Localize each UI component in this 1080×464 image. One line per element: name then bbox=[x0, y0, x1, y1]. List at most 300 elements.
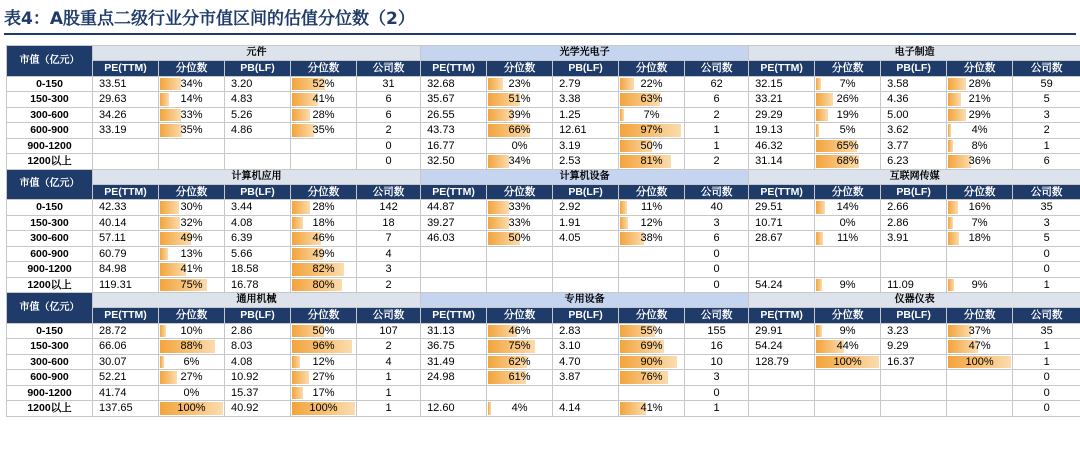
company-count: 7 bbox=[357, 231, 421, 247]
pb-lf-value: 3.87 bbox=[553, 370, 619, 386]
pe-ttm-value: 33.51 bbox=[93, 76, 159, 92]
company-count: 16 bbox=[685, 339, 749, 355]
percentile-cell bbox=[947, 246, 1013, 262]
pb-lf-value: 5.66 bbox=[225, 246, 291, 262]
column-header: PB(LF) bbox=[225, 61, 291, 77]
table-row bbox=[7, 246, 1080, 262]
percentile-cell bbox=[291, 231, 357, 247]
column-header: 公司数 bbox=[685, 61, 749, 77]
pe-ttm-value bbox=[749, 401, 815, 417]
pb-lf-value: 3.20 bbox=[225, 76, 291, 92]
pb-lf-value bbox=[225, 138, 291, 154]
percentile-cell bbox=[291, 92, 357, 108]
percentile-value: 12% bbox=[312, 355, 335, 368]
percentile-cell bbox=[487, 123, 553, 139]
percentile-value: 76% bbox=[640, 371, 663, 384]
percentile-value: 11% bbox=[640, 201, 663, 214]
percentile-cell bbox=[947, 107, 1013, 123]
table-row bbox=[7, 262, 1080, 278]
pe-ttm-value: 137.65 bbox=[93, 401, 159, 417]
pe-ttm-value: 33.19 bbox=[93, 123, 159, 139]
percentile-value: 100% bbox=[833, 355, 862, 368]
column-header: PE(TTM) bbox=[421, 184, 487, 200]
column-header: 分位数 bbox=[487, 61, 553, 77]
percentile-cell bbox=[619, 231, 685, 247]
company-count: 0 bbox=[1013, 385, 1080, 401]
pb-lf-value bbox=[881, 262, 947, 278]
pe-ttm-value: 60.79 bbox=[93, 246, 159, 262]
percentile-value: 81% bbox=[640, 155, 663, 168]
market-cap-header: 市值（亿元） bbox=[7, 46, 93, 77]
pe-ttm-value: 29.29 bbox=[749, 107, 815, 123]
table-row bbox=[7, 154, 1080, 170]
company-count: 3 bbox=[1013, 107, 1080, 123]
column-header: PE(TTM) bbox=[421, 61, 487, 77]
percentile-value: 63% bbox=[640, 93, 663, 106]
pb-lf-value: 10.92 bbox=[225, 370, 291, 386]
column-header-row bbox=[7, 61, 1080, 77]
percentile-value: 30% bbox=[180, 201, 203, 214]
pb-lf-value: 18.58 bbox=[225, 262, 291, 278]
percentile-cell bbox=[291, 323, 357, 339]
company-count: 10 bbox=[685, 354, 749, 370]
pb-lf-value bbox=[553, 246, 619, 262]
column-header: 分位数 bbox=[619, 184, 685, 200]
column-header: 公司数 bbox=[1013, 184, 1080, 200]
percentile-value: 14% bbox=[836, 201, 859, 214]
company-count: 0 bbox=[685, 277, 749, 293]
percentile-value: 5% bbox=[839, 124, 856, 137]
percentile-value: 7% bbox=[839, 77, 856, 90]
market-cap-header: 市值（亿元） bbox=[7, 169, 93, 200]
percentile-value: 8% bbox=[971, 139, 988, 152]
percentile-cell bbox=[159, 154, 225, 170]
percentile-cell bbox=[619, 323, 685, 339]
percentile-value: 46% bbox=[312, 232, 335, 245]
percentile-cell bbox=[815, 215, 881, 231]
percentile-value: 12% bbox=[640, 216, 663, 229]
column-header: 分位数 bbox=[815, 61, 881, 77]
table-row bbox=[7, 277, 1080, 293]
pe-ttm-value: 46.03 bbox=[421, 231, 487, 247]
table-row bbox=[7, 200, 1080, 216]
pe-ttm-value: 84.98 bbox=[93, 262, 159, 278]
percentile-cell bbox=[487, 385, 553, 401]
percentile-cell bbox=[947, 370, 1013, 386]
company-count: 6 bbox=[357, 107, 421, 123]
percentile-cell bbox=[947, 354, 1013, 370]
percentile-cell bbox=[291, 138, 357, 154]
percentile-value: 61% bbox=[508, 371, 531, 384]
percentile-cell bbox=[947, 138, 1013, 154]
percentile-cell bbox=[159, 200, 225, 216]
percentile-value: 9% bbox=[971, 278, 988, 291]
percentile-cell bbox=[619, 370, 685, 386]
market-cap-range: 1200以上 bbox=[7, 154, 93, 170]
pe-ttm-value: 57.11 bbox=[93, 231, 159, 247]
percentile-value: 11% bbox=[837, 232, 859, 245]
column-header: 公司数 bbox=[685, 184, 749, 200]
pb-lf-value: 6.23 bbox=[881, 154, 947, 170]
company-count: 35 bbox=[1013, 200, 1080, 216]
table-row bbox=[7, 107, 1080, 123]
pb-lf-value: 2.92 bbox=[553, 200, 619, 216]
percentile-cell bbox=[487, 401, 553, 417]
percentile-value: 26% bbox=[836, 93, 859, 106]
pe-ttm-value: 31.49 bbox=[421, 354, 487, 370]
percentile-cell bbox=[815, 354, 881, 370]
market-cap-range: 300-600 bbox=[7, 107, 93, 123]
percentile-value: 66% bbox=[508, 124, 531, 137]
pe-ttm-value bbox=[421, 385, 487, 401]
industry-group-title: 光学光电子 bbox=[421, 46, 749, 61]
company-count: 5 bbox=[1013, 92, 1080, 108]
company-count: 2 bbox=[1013, 123, 1080, 139]
industry-group-title: 计算机设备 bbox=[421, 169, 749, 184]
percentile-value: 100% bbox=[177, 402, 206, 415]
percentile-value: 37% bbox=[968, 324, 991, 337]
market-cap-range: 150-300 bbox=[7, 339, 93, 355]
percentile-value: 28% bbox=[968, 77, 991, 90]
pe-ttm-value bbox=[749, 246, 815, 262]
pb-lf-value: 8.03 bbox=[225, 339, 291, 355]
company-count: 6 bbox=[685, 92, 749, 108]
company-count: 5 bbox=[1013, 231, 1080, 247]
company-count: 1 bbox=[685, 401, 749, 417]
percentile-cell bbox=[947, 123, 1013, 139]
company-count: 155 bbox=[685, 323, 749, 339]
pb-lf-value: 4.08 bbox=[225, 215, 291, 231]
page-title: 表4：A股重点二级行业分市值区间的估值分位数（2） bbox=[4, 9, 415, 29]
percentile-value: 75% bbox=[180, 278, 203, 291]
column-header: 分位数 bbox=[487, 184, 553, 200]
industry-group-title: 电子制造 bbox=[749, 46, 1080, 61]
pb-lf-value: 4.14 bbox=[553, 401, 619, 417]
percentile-cell bbox=[815, 370, 881, 386]
pe-ttm-value: 30.07 bbox=[93, 354, 159, 370]
market-cap-range: 600-900 bbox=[7, 370, 93, 386]
pb-lf-value: 1.91 bbox=[553, 215, 619, 231]
percentile-value: 80% bbox=[312, 278, 335, 291]
percentile-cell bbox=[159, 354, 225, 370]
percentile-value: 46% bbox=[508, 324, 531, 337]
pe-ttm-value: 34.26 bbox=[93, 107, 159, 123]
column-header: PB(LF) bbox=[225, 184, 291, 200]
percentile-value: 52% bbox=[312, 77, 335, 90]
percentile-cell bbox=[815, 323, 881, 339]
pe-ttm-value: 44.87 bbox=[421, 200, 487, 216]
title-divider bbox=[4, 33, 1076, 35]
column-header: 分位数 bbox=[159, 61, 225, 77]
percentile-cell bbox=[291, 215, 357, 231]
percentile-value: 18% bbox=[312, 216, 335, 229]
percentile-cell bbox=[159, 215, 225, 231]
group-title-row bbox=[7, 293, 1080, 308]
table-row bbox=[7, 76, 1080, 92]
percentile-value: 44% bbox=[836, 340, 859, 353]
column-header: PE(TTM) bbox=[93, 61, 159, 77]
percentile-cell bbox=[815, 231, 881, 247]
pb-lf-value: 1.25 bbox=[553, 107, 619, 123]
percentile-cell bbox=[291, 262, 357, 278]
percentile-value: 90% bbox=[640, 355, 663, 368]
percentile-cell bbox=[291, 370, 357, 386]
pb-lf-value: 2.53 bbox=[553, 154, 619, 170]
percentile-value: 69% bbox=[640, 340, 663, 353]
market-cap-range: 300-600 bbox=[7, 354, 93, 370]
percentile-value: 49% bbox=[180, 232, 203, 245]
percentile-value: 62% bbox=[508, 355, 531, 368]
column-header: 公司数 bbox=[357, 61, 421, 77]
company-count: 1 bbox=[685, 138, 749, 154]
pb-lf-value: 4.36 bbox=[881, 92, 947, 108]
industry-group-title: 互联网传媒 bbox=[749, 169, 1080, 184]
column-header: 分位数 bbox=[291, 184, 357, 200]
pb-lf-value bbox=[553, 277, 619, 293]
percentile-cell bbox=[815, 246, 881, 262]
percentile-cell bbox=[487, 246, 553, 262]
percentile-cell bbox=[487, 262, 553, 278]
pe-ttm-value: 66.06 bbox=[93, 339, 159, 355]
column-header: 公司数 bbox=[1013, 308, 1080, 324]
pb-lf-value: 3.38 bbox=[553, 92, 619, 108]
percentile-value: 51% bbox=[508, 93, 531, 106]
percentile-value: 100% bbox=[309, 402, 338, 415]
pe-ttm-value bbox=[93, 138, 159, 154]
percentile-value: 50% bbox=[508, 232, 531, 245]
column-header: PB(LF) bbox=[225, 308, 291, 324]
table-row bbox=[7, 138, 1080, 154]
column-header: PE(TTM) bbox=[749, 184, 815, 200]
pe-ttm-value: 10.71 bbox=[749, 215, 815, 231]
company-count: 0 bbox=[685, 262, 749, 278]
percentile-cell bbox=[487, 154, 553, 170]
company-count: 6 bbox=[357, 92, 421, 108]
percentile-value: 41% bbox=[640, 402, 663, 415]
pb-lf-value bbox=[881, 385, 947, 401]
company-count: 0 bbox=[1013, 262, 1080, 278]
percentile-cell bbox=[947, 339, 1013, 355]
pe-ttm-value: 32.68 bbox=[421, 76, 487, 92]
company-count: 2 bbox=[685, 154, 749, 170]
percentile-value: 50% bbox=[640, 139, 663, 152]
table-row bbox=[7, 339, 1080, 355]
percentile-cell bbox=[619, 246, 685, 262]
pe-ttm-value bbox=[421, 246, 487, 262]
pb-lf-value: 3.23 bbox=[881, 323, 947, 339]
column-header: PB(LF) bbox=[553, 308, 619, 324]
percentile-cell bbox=[291, 107, 357, 123]
pe-ttm-value: 52.21 bbox=[93, 370, 159, 386]
company-count: 4 bbox=[357, 354, 421, 370]
percentile-cell bbox=[159, 107, 225, 123]
percentile-value: 82% bbox=[312, 263, 335, 276]
market-cap-range: 150-300 bbox=[7, 215, 93, 231]
table-row bbox=[7, 231, 1080, 247]
pe-ttm-value: 29.63 bbox=[93, 92, 159, 108]
percentile-cell bbox=[159, 401, 225, 417]
market-cap-range: 0-150 bbox=[7, 323, 93, 339]
pb-lf-value: 15.37 bbox=[225, 385, 291, 401]
percentile-value: 36% bbox=[968, 155, 991, 168]
pe-ttm-value bbox=[749, 385, 815, 401]
pb-lf-value: 3.91 bbox=[881, 231, 947, 247]
column-header: PB(LF) bbox=[881, 61, 947, 77]
column-header: 分位数 bbox=[815, 184, 881, 200]
percentile-value: 14% bbox=[180, 93, 203, 106]
column-header: PB(LF) bbox=[553, 61, 619, 77]
industry-group-title: 计算机应用 bbox=[93, 169, 421, 184]
percentile-value: 7% bbox=[971, 216, 988, 229]
pb-lf-value: 3.10 bbox=[553, 339, 619, 355]
percentile-value: 34% bbox=[180, 77, 203, 90]
company-count: 1 bbox=[357, 370, 421, 386]
company-count: 2 bbox=[357, 339, 421, 355]
percentile-value: 75% bbox=[508, 340, 531, 353]
percentile-cell bbox=[291, 200, 357, 216]
company-count: 0 bbox=[357, 154, 421, 170]
market-cap-range: 150-300 bbox=[7, 92, 93, 108]
company-count: 0 bbox=[1013, 246, 1080, 262]
pe-ttm-value: 128.79 bbox=[749, 354, 815, 370]
percentile-cell bbox=[487, 138, 553, 154]
pb-lf-value: 16.78 bbox=[225, 277, 291, 293]
pe-ttm-value: 19.13 bbox=[749, 123, 815, 139]
pe-ttm-value: 36.75 bbox=[421, 339, 487, 355]
percentile-cell bbox=[815, 154, 881, 170]
pe-ttm-value: 29.91 bbox=[749, 323, 815, 339]
percentile-value: 9% bbox=[839, 278, 856, 291]
percentile-cell bbox=[947, 277, 1013, 293]
pe-ttm-value: 31.13 bbox=[421, 323, 487, 339]
percentile-cell bbox=[619, 76, 685, 92]
pb-lf-value: 4.05 bbox=[553, 231, 619, 247]
column-header: PE(TTM) bbox=[749, 61, 815, 77]
industry-group-title: 通用机械 bbox=[93, 293, 421, 308]
percentile-cell bbox=[159, 339, 225, 355]
column-header: PE(TTM) bbox=[93, 308, 159, 324]
percentile-cell bbox=[947, 385, 1013, 401]
percentile-cell bbox=[291, 339, 357, 355]
percentile-cell bbox=[815, 277, 881, 293]
percentile-value: 18% bbox=[968, 232, 991, 245]
pe-ttm-value: 24.98 bbox=[421, 370, 487, 386]
percentile-cell bbox=[487, 107, 553, 123]
company-count: 62 bbox=[685, 76, 749, 92]
company-count: 2 bbox=[685, 107, 749, 123]
percentile-value: 27% bbox=[180, 371, 203, 384]
percentile-value: 7% bbox=[643, 108, 660, 121]
percentile-value: 22% bbox=[640, 77, 663, 90]
percentile-value: 10% bbox=[180, 324, 203, 337]
pb-lf-value: 16.37 bbox=[881, 354, 947, 370]
percentile-cell bbox=[159, 246, 225, 262]
table-row bbox=[7, 92, 1080, 108]
percentile-cell bbox=[487, 354, 553, 370]
pe-ttm-value bbox=[749, 262, 815, 278]
percentile-value: 23% bbox=[508, 77, 531, 90]
pb-lf-value: 3.19 bbox=[553, 138, 619, 154]
column-header: PB(LF) bbox=[881, 184, 947, 200]
column-header: 公司数 bbox=[357, 184, 421, 200]
pe-ttm-value bbox=[421, 277, 487, 293]
percentile-value: 100% bbox=[965, 355, 994, 368]
pe-ttm-value: 35.67 bbox=[421, 92, 487, 108]
industry-group-title: 元件 bbox=[93, 46, 421, 61]
column-header-row bbox=[7, 308, 1080, 324]
market-cap-range: 0-150 bbox=[7, 76, 93, 92]
pb-lf-value: 4.86 bbox=[225, 123, 291, 139]
column-header: 公司数 bbox=[357, 308, 421, 324]
company-count: 1 bbox=[357, 385, 421, 401]
percentile-cell bbox=[291, 401, 357, 417]
market-cap-range: 600-900 bbox=[7, 123, 93, 139]
pb-lf-value: 5.00 bbox=[881, 107, 947, 123]
percentile-cell bbox=[291, 76, 357, 92]
percentile-value: 29% bbox=[968, 108, 991, 121]
percentile-value: 35% bbox=[312, 124, 335, 137]
percentile-cell bbox=[619, 401, 685, 417]
percentile-cell bbox=[159, 92, 225, 108]
percentile-value: 33% bbox=[508, 216, 531, 229]
table-row bbox=[7, 385, 1080, 401]
company-count: 1 bbox=[1013, 354, 1080, 370]
pe-ttm-value: 39.27 bbox=[421, 215, 487, 231]
market-cap-range: 300-600 bbox=[7, 231, 93, 247]
percentile-cell bbox=[619, 277, 685, 293]
pe-ttm-value: 54.24 bbox=[749, 277, 815, 293]
pe-ttm-value: 42.33 bbox=[93, 200, 159, 216]
pb-lf-value: 2.66 bbox=[881, 200, 947, 216]
pb-lf-value: 3.62 bbox=[881, 123, 947, 139]
column-header: 公司数 bbox=[685, 308, 749, 324]
company-count: 6 bbox=[685, 231, 749, 247]
pe-ttm-value: 16.77 bbox=[421, 138, 487, 154]
pe-ttm-value: 43.73 bbox=[421, 123, 487, 139]
pb-lf-value: 6.39 bbox=[225, 231, 291, 247]
pe-ttm-value: 28.72 bbox=[93, 323, 159, 339]
percentile-cell bbox=[487, 92, 553, 108]
column-header: 分位数 bbox=[487, 308, 553, 324]
percentile-value: 4% bbox=[971, 124, 988, 137]
pb-lf-value: 11.09 bbox=[881, 277, 947, 293]
percentile-value: 47% bbox=[968, 340, 991, 353]
pb-lf-value: 4.08 bbox=[225, 354, 291, 370]
column-header: 分位数 bbox=[159, 308, 225, 324]
company-count: 31 bbox=[357, 76, 421, 92]
pb-lf-value: 5.26 bbox=[225, 107, 291, 123]
column-header: 分位数 bbox=[291, 308, 357, 324]
percentile-cell bbox=[815, 262, 881, 278]
pe-ttm-value: 54.24 bbox=[749, 339, 815, 355]
percentile-cell bbox=[159, 277, 225, 293]
percentile-cell bbox=[815, 123, 881, 139]
percentile-cell bbox=[947, 323, 1013, 339]
column-header: 分位数 bbox=[947, 184, 1013, 200]
table-row bbox=[7, 123, 1080, 139]
percentile-cell bbox=[947, 154, 1013, 170]
percentile-cell bbox=[159, 76, 225, 92]
market-cap-range: 900-1200 bbox=[7, 138, 93, 154]
column-header: PE(TTM) bbox=[421, 308, 487, 324]
pb-lf-value: 2.83 bbox=[553, 323, 619, 339]
percentile-value: 34% bbox=[508, 155, 531, 168]
company-count: 6 bbox=[1013, 154, 1080, 170]
percentile-value: 88% bbox=[180, 340, 203, 353]
pe-ttm-value bbox=[421, 262, 487, 278]
percentile-value: 16% bbox=[968, 201, 991, 214]
company-count: 1 bbox=[1013, 138, 1080, 154]
